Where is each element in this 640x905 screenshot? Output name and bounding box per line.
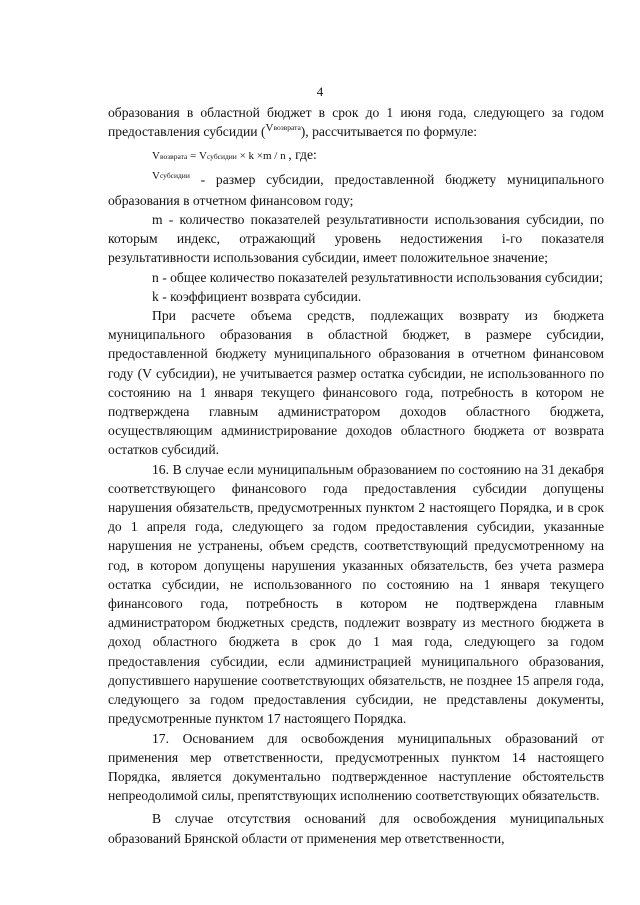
text-line: образования в областной бюджет в срок до 1 июня года, следующего за годом <box>108 105 604 120</box>
paragraph-calculation: При расчете объема средств, подлежащих возврату из бюджета муниципального образования в областной бюджет, в размере субсидии, предоставленной бюджету муниципального образования в отчетном финансовом году (V субсидии), не учитывается размер остатка субсидии, не использованного по состоянию на 1 января текущего финансового года, потребность в котором не подтверждена главным администратором доходов областного бюджета, осуществляющим администрирование доходов областного бюджета от возврата остатков субсидий. <box>108 308 604 458</box>
paragraph-continuation <box>108 103 604 143</box>
formula-symbol-v: V <box>265 122 274 135</box>
paragraph-last: В случае отсутствия оснований для освобождения муниципальных образований Брянской области от применения мер ответственности, <box>108 811 604 846</box>
formula-end: , где: <box>288 147 317 163</box>
formula-subscript: субсидии <box>159 170 190 180</box>
document-body <box>108 103 604 848</box>
formula-subscript: возврата <box>159 152 188 162</box>
formula-subscript: субсидии <box>206 152 237 162</box>
definition-v-subsidii <box>108 170 604 210</box>
formula-equals: = V <box>187 150 207 163</box>
formula <box>108 145 604 166</box>
formula-rest: × k ×m / n <box>236 150 289 163</box>
text-line: ), рассчитывается по формуле: <box>300 124 478 140</box>
paragraph-16: 16. В случае если муниципальным образованием по состоянию на 31 декабря соответствующего финансового года предоставления субсидии допущены нарушения обязательств, предусмотренных пунктом 2 настоящего Порядка, и в срок до 1 апреля года, следующего за годом предоставления субсидии, указанные нарушения не устранены, объем средств, соответствующий предусмотренному на год, в котором допущены нарушения указанных обязательств, без учета размера остатка субсидии, не использованного по состоянию на 1 января текущего финансового года, потребность в котором не подтверждена главным администратором бюджетных средств, подлежит возврату из местного бюджета в доход областного бюджета в срок до 1 мая года, следующего за годом предоставления субсидии, если администрацией муниципального образования, допустившего нарушение соответствующих обязательств, не позднее 15 апреля года, следующего за годом предоставления субсидии, не представлены документы, предусмотренные пунктом 17 настоящего Порядка. <box>108 461 604 727</box>
definition-n: n - общее количество показателей результативности использования субсидии; <box>152 269 603 285</box>
text-line: предоставления субсидии ( <box>108 124 266 140</box>
definition-m: m - количество показателей результативности использования субсидии, по которым индекс, отражающий уровень недостижения i-го показателя результативности использования субсидии, имеет положительное значение; <box>108 212 604 266</box>
formula-symbol-v: V <box>152 150 160 163</box>
paragraph-17: 17. Основанием для освобождения муниципальных образований от применения мер ответственности, предусмотренных пунктом 14 настоящего Порядка, является документально подтвержденное наступление обстоятельств непреодолимой силы, препятствующих исполнению соответствующих обязательств. <box>108 730 604 804</box>
formula-symbol-v: V <box>152 169 160 182</box>
page-number: 4 <box>316 84 324 99</box>
definition-k: k - коэффициент возврата субсидии. <box>152 288 362 304</box>
formula-subscript: возврата <box>273 123 301 133</box>
definition-text: - размер субсидии, предоставленной бюджету муниципального образования в отчетном финансовом году; <box>108 171 604 208</box>
